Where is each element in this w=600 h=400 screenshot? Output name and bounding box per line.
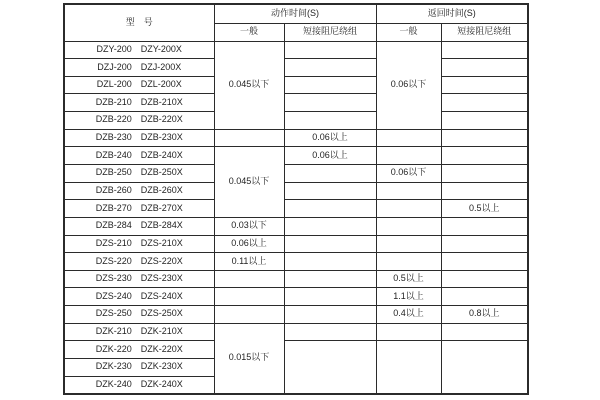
model-name-x: DZS-210X: [140, 237, 183, 248]
return-general-cell: 0.06以下: [376, 164, 441, 182]
action-damped-cell: [284, 217, 376, 235]
action-damped-cell: [284, 288, 376, 306]
table-row: [64, 129, 528, 147]
action-general-cell: 0.03以下: [214, 217, 284, 235]
model-cell: [64, 341, 214, 359]
model-name-x: DZK-220X: [140, 343, 183, 354]
model-pair: [65, 257, 214, 267]
action-damped-cell: [284, 270, 376, 288]
model-name: DZB-260: [95, 185, 132, 195]
model-name-x: DZS-230X: [140, 273, 183, 284]
model-pair: [65, 98, 214, 108]
return-general-cell: 1.1以上: [376, 288, 441, 306]
model-name-x: DZY-200X: [140, 43, 182, 54]
header-return-damped-winding: 短接阻尼绕组: [441, 23, 528, 41]
model-pair: [65, 80, 214, 90]
return-damped-cell: [441, 94, 528, 112]
model-name: DZS-240: [95, 290, 132, 301]
action-general-cell: 0.06以上: [214, 235, 284, 253]
action-damped-cell: 0.06以上: [284, 147, 376, 165]
model-name-x: DZS-240X: [140, 290, 183, 301]
return-damped-cell: [441, 147, 528, 165]
model-cell: [64, 359, 214, 377]
model-name: DZK-210: [95, 326, 132, 337]
model-name: DZS-250: [95, 308, 132, 319]
model-pair: [65, 186, 214, 196]
action-general-cell: [214, 270, 284, 288]
table-row: [64, 164, 528, 182]
return-general-cell: 0.06以下: [376, 41, 441, 129]
model-name: DZB-250: [95, 167, 132, 178]
model-name-x: DZB-270X: [140, 202, 183, 213]
table-row: [64, 270, 528, 288]
return-damped-cell: [441, 182, 528, 200]
model-pair: [65, 133, 214, 143]
return-general-cell: [376, 147, 441, 165]
action-general-cell: 0.015以下: [214, 323, 284, 394]
header-action-damped-winding: 短接阻尼绕组: [284, 23, 376, 41]
model-name: DZK-230: [95, 361, 132, 372]
model-cell: [64, 306, 214, 324]
model-name-x: DZL-200X: [140, 79, 182, 90]
model-name-x: DZK-210X: [140, 326, 183, 337]
return-general-cell: [376, 341, 441, 394]
header-row-1: [64, 4, 528, 23]
model-name: DZB-240: [95, 149, 132, 160]
model-pair: [65, 239, 214, 249]
model-name: DZB-220: [95, 114, 132, 125]
model-name: DZB-270: [95, 202, 132, 213]
model-name: DZS-210: [95, 237, 132, 248]
action-damped-cell: [284, 164, 376, 182]
model-name: DZB-284: [95, 220, 132, 231]
table-row: [64, 235, 528, 253]
action-damped-cell: [284, 200, 376, 218]
return-general-cell: [376, 235, 441, 253]
return-general-cell: [376, 253, 441, 271]
return-damped-cell: [441, 270, 528, 288]
model-cell: [64, 164, 214, 182]
model-pair: [65, 274, 214, 284]
model-pair: [65, 204, 214, 214]
action-general-cell: 0.11以上: [214, 253, 284, 271]
return-general-cell: 0.4以上: [376, 306, 441, 324]
table-row: [64, 59, 528, 77]
action-general-cell: [214, 129, 284, 147]
model-pair: [65, 380, 214, 390]
model-name: DZS-230: [95, 273, 132, 284]
return-damped-cell: [441, 323, 528, 341]
return-damped-cell: [441, 76, 528, 94]
table-row: [64, 323, 528, 341]
header-action-general: 一般: [214, 23, 284, 41]
model-name: DZB-210: [95, 96, 132, 107]
action-general-cell: [214, 306, 284, 324]
return-damped-cell: [441, 41, 528, 59]
model-name: DZY-200: [96, 43, 132, 54]
model-name-x: DZK-240X: [140, 378, 183, 389]
action-general-cell: 0.045以下: [214, 41, 284, 129]
return-general-cell: [376, 217, 441, 235]
action-damped-cell: [284, 112, 376, 130]
return-damped-cell: [441, 112, 528, 130]
table-row: [64, 217, 528, 235]
return-damped-cell: [441, 253, 528, 271]
action-damped-cell: [284, 341, 376, 394]
model-name-x: DZB-284X: [140, 220, 183, 231]
model-pair: [65, 63, 214, 73]
action-damped-cell: [284, 94, 376, 112]
table-row: [64, 253, 528, 271]
model-cell: [64, 288, 214, 306]
model-pair: [65, 345, 214, 355]
model-cell: [64, 376, 214, 394]
action-damped-cell: [284, 41, 376, 59]
return-general-cell: [376, 129, 441, 147]
action-general-cell: [214, 288, 284, 306]
model-name-x: DZB-220X: [140, 114, 183, 125]
return-damped-cell: [441, 59, 528, 77]
table-row: [64, 306, 528, 324]
model-pair: [65, 151, 214, 161]
model-pair: [65, 45, 214, 55]
table-row: [64, 147, 528, 165]
model-name-x: DZB-240X: [140, 149, 183, 160]
model-cell: [64, 235, 214, 253]
model-cell: [64, 200, 214, 218]
header-return-time: 返回时间(S): [376, 4, 528, 23]
return-damped-cell: [441, 288, 528, 306]
model-pair: [65, 292, 214, 302]
return-damped-cell: 0.8以上: [441, 306, 528, 324]
table-row: [64, 76, 528, 94]
model-cell: [64, 112, 214, 130]
action-damped-cell: [284, 182, 376, 200]
model-name-x: DZB-250X: [140, 167, 183, 178]
model-name: DZL-200: [96, 79, 132, 90]
model-cell: [64, 94, 214, 112]
model-pair: [65, 327, 214, 337]
model-pair: [65, 168, 214, 178]
table-row: [64, 341, 528, 359]
table-row: [64, 112, 528, 130]
return-damped-cell: [441, 235, 528, 253]
spec-table: [63, 3, 529, 395]
table-row: [64, 200, 528, 218]
model-cell: [64, 182, 214, 200]
header-action-time: 动作时间(S): [214, 4, 376, 23]
spec-table-body: [64, 41, 528, 394]
table-row: [64, 288, 528, 306]
model-name-x: DZB-210X: [140, 96, 183, 107]
table-row: [64, 94, 528, 112]
spec-table-header: [64, 4, 528, 41]
return-general-cell: 0.5以上: [376, 270, 441, 288]
return-general-cell: [376, 323, 441, 341]
return-general-cell: [376, 182, 441, 200]
table-row: [64, 182, 528, 200]
model-cell: [64, 129, 214, 147]
return-damped-cell: 0.5以上: [441, 200, 528, 218]
action-damped-cell: [284, 76, 376, 94]
action-damped-cell: [284, 253, 376, 271]
model-name: DZB-230: [95, 132, 132, 143]
model-pair: [65, 221, 214, 231]
model-name: DZS-220: [95, 255, 132, 266]
model-name: DZK-240: [95, 378, 132, 389]
model-cell: [64, 253, 214, 271]
action-damped-cell: [284, 235, 376, 253]
model-pair: [65, 362, 214, 372]
header-return-general: 一般: [376, 23, 441, 41]
model-cell: [64, 147, 214, 165]
model-name-x: DZS-220X: [140, 255, 183, 266]
action-damped-cell: [284, 323, 376, 341]
model-name-x: DZJ-200X: [140, 61, 182, 72]
return-damped-cell: [441, 164, 528, 182]
header-model: 型 号: [64, 4, 214, 41]
model-name: DZK-220: [95, 343, 132, 354]
model-cell: [64, 217, 214, 235]
return-damped-cell: [441, 129, 528, 147]
model-cell: [64, 59, 214, 77]
model-cell: [64, 323, 214, 341]
action-general-cell: 0.045以下: [214, 147, 284, 218]
model-cell: [64, 270, 214, 288]
model-cell: [64, 76, 214, 94]
model-name-x: DZK-230X: [140, 361, 183, 372]
model-name-x: DZS-250X: [140, 308, 183, 319]
action-damped-cell: [284, 59, 376, 77]
return-general-cell: [376, 200, 441, 218]
return-damped-cell: [441, 217, 528, 235]
model-pair: [65, 309, 214, 319]
model-cell: [64, 41, 214, 59]
model-name-x: DZB-260X: [140, 185, 183, 195]
model-name: DZJ-200: [97, 61, 132, 72]
return-damped-cell: [441, 341, 528, 394]
table-row: [64, 41, 528, 59]
action-damped-cell: [284, 306, 376, 324]
model-name-x: DZB-230X: [140, 132, 183, 143]
model-pair: [65, 115, 214, 125]
action-damped-cell: 0.06以上: [284, 129, 376, 147]
